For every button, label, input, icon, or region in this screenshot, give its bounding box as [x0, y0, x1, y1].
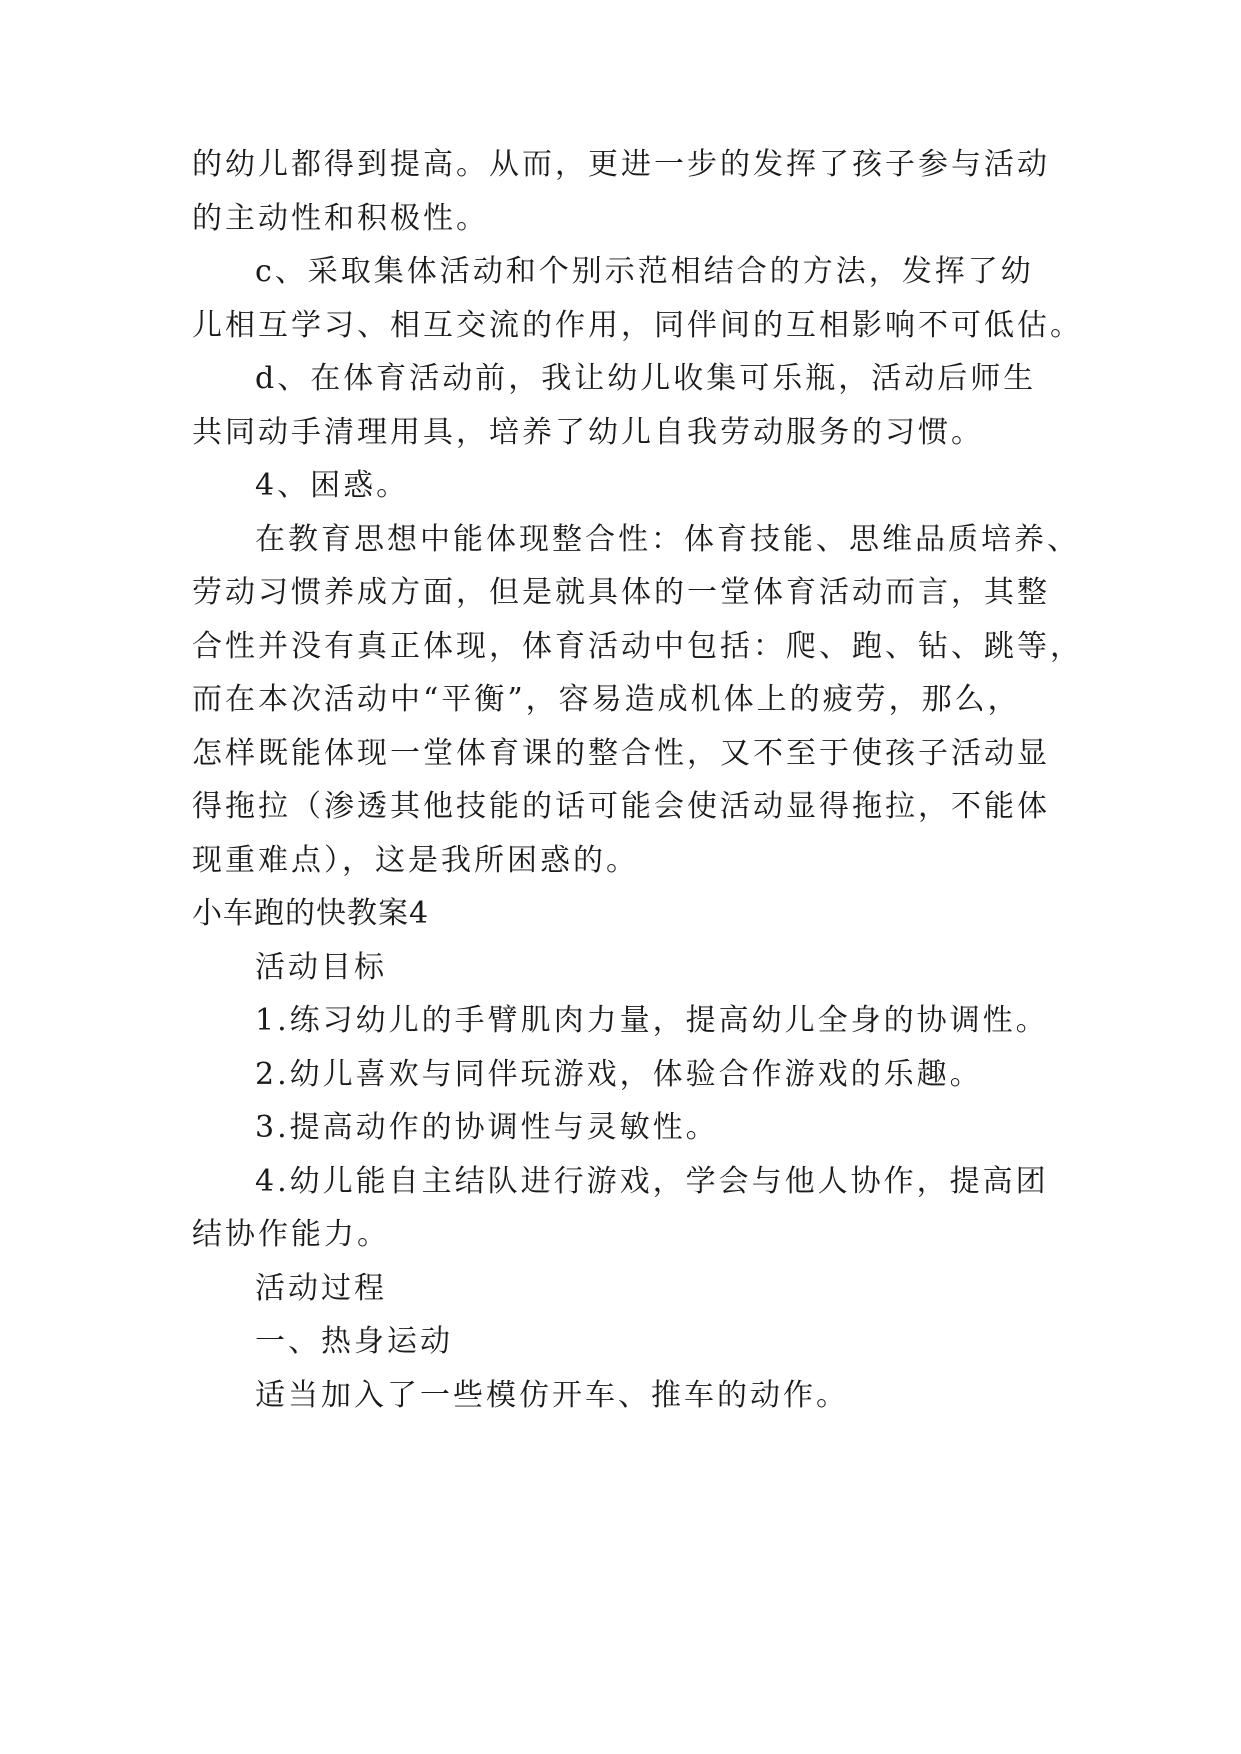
text-line: 的幼儿都得到提高。从而，更进一步的发挥了孩子参与活动	[192, 147, 1050, 182]
text-line: 合性并没有真正体现，体育活动中包括：爬、跑、钻、跳等，	[192, 629, 1083, 664]
text-line: 的主动性和积极性。	[192, 201, 489, 236]
text-line: 共同动手清理用具，培养了幼儿自我劳动服务的习惯。	[192, 415, 984, 450]
list-item: 3.提高动作的协调性与灵敏性。	[255, 1110, 719, 1145]
text-line: 结协作能力。	[192, 1217, 390, 1252]
text-line: 现重难点），这是我所困惑的。	[192, 843, 639, 878]
text-line: 而在本次活动中“平衡”，容易造成机体上的疲劳，那么，	[192, 682, 1021, 717]
text-line: 在教育思想中能体现整合性：体育技能、思维品质培养、	[255, 522, 1080, 557]
document-title: 小车跑的快教案4	[192, 896, 430, 931]
section-heading: 活动目标	[255, 950, 387, 985]
list-item: 1.练习幼儿的手臂肌肉力量，提高幼儿全身的协调性。	[255, 1003, 1049, 1038]
section-heading: 4、困惑。	[255, 468, 410, 503]
section-heading: 一、热身运动	[255, 1324, 453, 1359]
list-item: 2.幼儿喜欢与同伴玩游戏，体验合作游戏的乐趣。	[255, 1057, 983, 1092]
text-line: 儿相互学习、相互交流的作用，同伴间的互相影响不可低估。	[192, 308, 1083, 343]
text-line: 得拖拉（渗透其他技能的话可能会使活动显得拖拉，不能体	[192, 789, 1050, 824]
text-line: 劳动习惯养成方面，但是就具体的一堂体育活动而言，其整	[192, 575, 1050, 610]
text-line: d、在体育活动前，我让幼儿收集可乐瓶，活动后师生	[255, 361, 1037, 396]
section-heading: 活动过程	[255, 1271, 387, 1306]
text-line: 适当加入了一些模仿开车、推车的动作。	[255, 1378, 849, 1413]
list-item: 4.幼儿能自主结队进行游戏，学会与他人协作，提高团	[255, 1164, 1049, 1199]
text-line: c、采取集体活动和个别示范相结合的方法，发挥了幼	[255, 254, 1034, 289]
text-line: 怎样既能体现一堂体育课的整合性，又不至于使孩子活动显	[192, 736, 1050, 771]
